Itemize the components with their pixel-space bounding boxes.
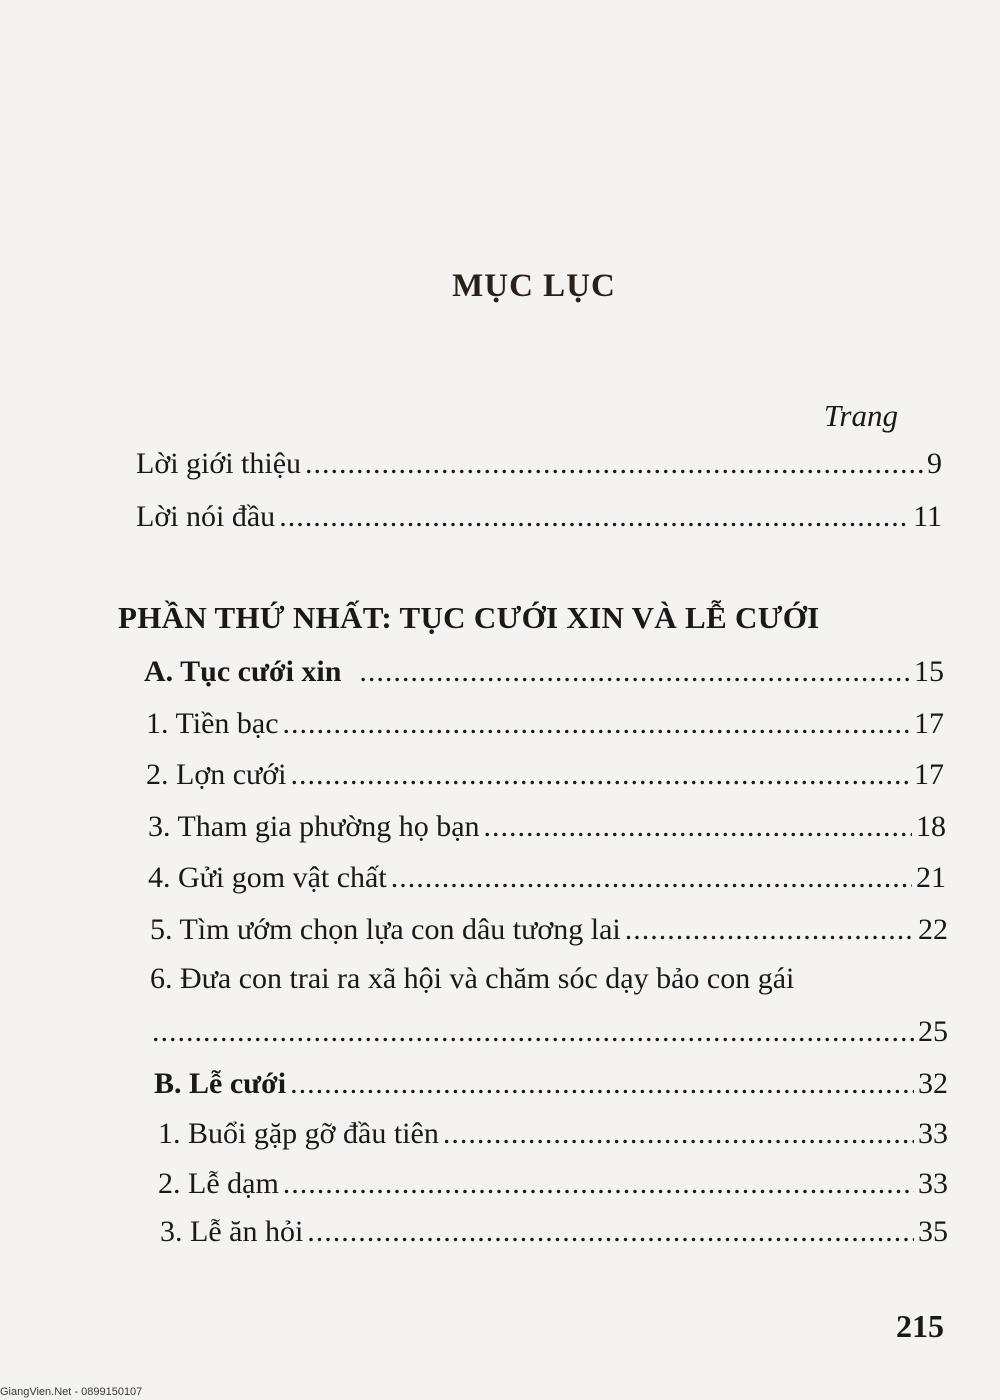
toc-entry-page: 9 (927, 447, 942, 480)
leader-dots (359, 652, 910, 692)
toc-entry-label: Lời nói đầu (136, 500, 276, 533)
toc-entry-b1 (158, 1114, 948, 1154)
toc-entry-page: 22 (918, 913, 948, 946)
page-number: 215 (896, 1308, 944, 1344)
toc-entry-introduction (136, 444, 942, 484)
toc-entry-label: 2. Lễ dạm (158, 1167, 279, 1200)
toc-entry-label: 1. Tiền bạc (146, 707, 279, 740)
toc-entry-page: 11 (913, 500, 942, 533)
leader-dots (305, 444, 923, 484)
toc-section-page: 32 (918, 1067, 948, 1100)
toc-entry-a5 (150, 910, 948, 950)
toc-entry-a4 (148, 858, 946, 898)
leader-dots (443, 1114, 914, 1154)
leader-dots (283, 704, 910, 744)
toc-entry-label: 3. Lễ ăn hỏi (160, 1215, 304, 1248)
toc-entry-label: 5. Tìm ướm chọn lựa con dâu tương lai (150, 913, 621, 946)
toc-entry-b2 (158, 1164, 948, 1204)
leader-dots (484, 807, 912, 847)
toc-section-page: 15 (914, 655, 944, 688)
toc-entry-a1 (146, 704, 944, 744)
toc-entry-page: 21 (916, 861, 946, 894)
toc-entry-page: 33 (918, 1167, 948, 1200)
toc-entry-label: 4. Gửi gom vật chất (148, 861, 387, 894)
page-column-header: Trang (823, 398, 898, 433)
toc-entry-label: Lời giới thiệu (136, 447, 302, 480)
toc-section-label: A. Tục cưới xin (144, 655, 342, 688)
toc-entry-label: 2. Lợn cưới (146, 758, 287, 791)
watermark: GiangVien.Net - 0899150107 (0, 1386, 143, 1398)
toc-section-b (154, 1064, 948, 1104)
leader-dots (391, 858, 912, 898)
toc-entry-a3 (148, 807, 946, 847)
toc-entry-label: 1. Buổi gặp gỡ đầu tiên (158, 1117, 439, 1150)
leader-dots (283, 1164, 914, 1204)
toc-entry-a6-label: 6. Đưa con trai ra xã hội và chăm sóc dạy bảo con gái (150, 962, 795, 995)
leader-dots (279, 497, 909, 537)
toc-entry-page: 35 (918, 1215, 948, 1248)
part-heading: PHẦN THỨ NHẤT: TỤC CƯỚI XIN VÀ LỄ CƯỚI (118, 600, 820, 635)
leader-dots (307, 1212, 914, 1252)
toc-entry-label: 3. Tham gia phường họ bạn (148, 810, 480, 843)
toc-entry-page: 17 (914, 758, 944, 791)
leader-dots (290, 755, 910, 795)
toc-entry-a2 (146, 755, 944, 795)
leader-dots (152, 1012, 914, 1052)
toc-entry-page: 17 (914, 707, 944, 740)
toc-entry-a6 (152, 1012, 948, 1052)
toc-section-a (144, 652, 944, 692)
toc-entry-page: 18 (916, 810, 946, 843)
toc-entry-preface (136, 497, 942, 537)
toc-entry-b3 (160, 1212, 948, 1252)
toc-section-label: B. Lễ cưới (154, 1067, 287, 1100)
leader-dots (290, 1064, 914, 1104)
toc-entry-page: 33 (918, 1117, 948, 1150)
leader-dots (625, 910, 914, 950)
page-title: MỤC LỤC (452, 268, 616, 304)
toc-entry-page: 25 (918, 1015, 948, 1048)
